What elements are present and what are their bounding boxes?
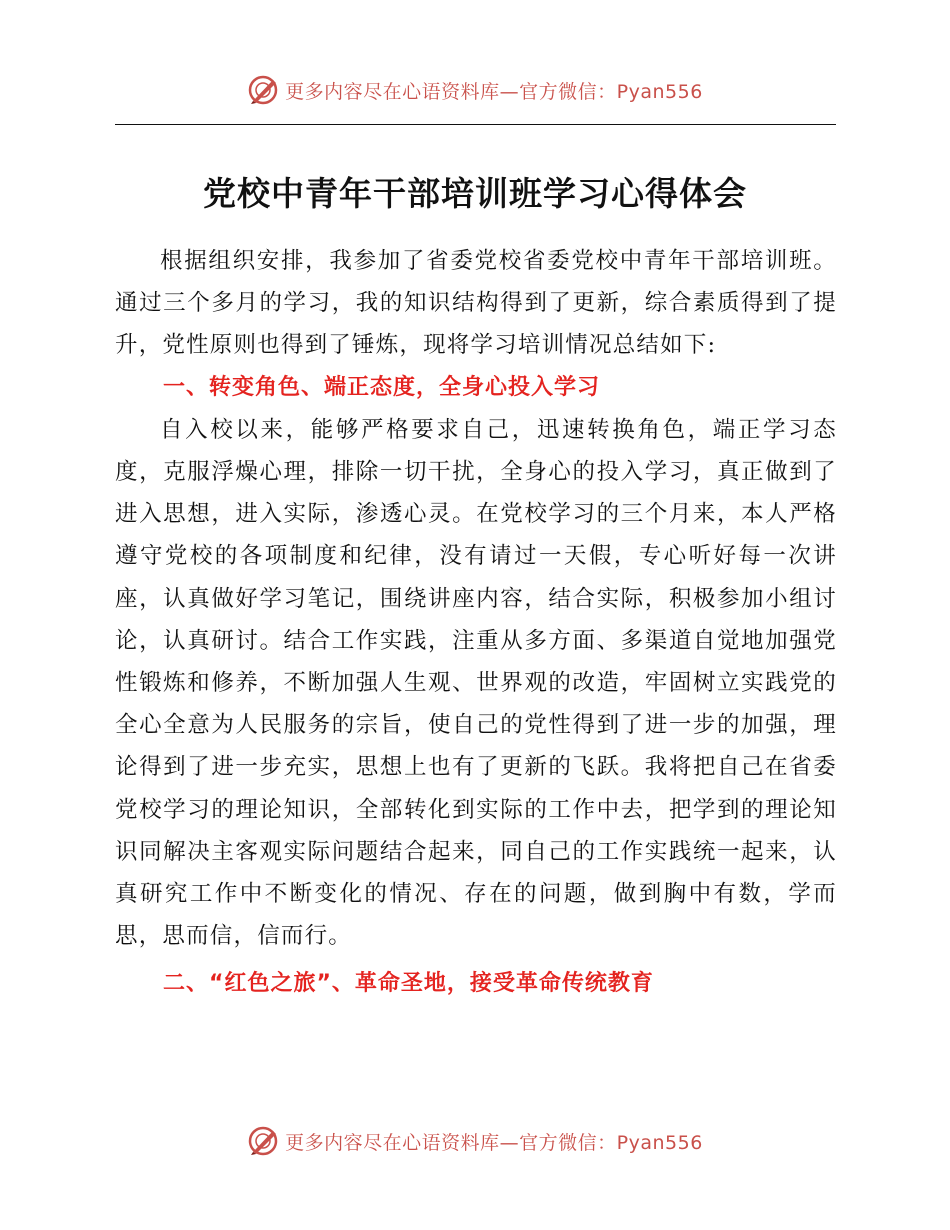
header-banner — [0, 70, 950, 110]
document-body — [115, 240, 837, 1006]
red-pen-logo-icon — [247, 74, 279, 106]
footer-banner — [0, 1121, 950, 1161]
section-1-heading: 一、转变角色、端正态度，全身心投入学习 — [163, 374, 601, 400]
page-title: 党校中青年干部培训班学习心得体会 — [203, 174, 747, 213]
banner-text: 更多内容尽在心语资料库—官方微信：Pyan556 — [285, 80, 703, 103]
header-divider — [115, 124, 836, 125]
red-pen-logo-icon — [247, 1125, 279, 1157]
intro-paragraph: 根据组织安排，我参加了省委党校省委党校中青年干部培训班。通过三个多月的学习，我的知识结构得到了更新，综合素质得到了提升，党性原则也得到了锤炼，现将学习培训情况总结如下: — [115, 248, 837, 359]
banner-text: 更多内容尽在心语资料库—官方微信：Pyan556 — [285, 1131, 703, 1154]
section-2-heading: 二、“红色之旅”、革命圣地，接受革命传统教育 — [163, 971, 654, 997]
section-1-paragraph: 自入校以来，能够严格要求自己，迅速转换角色，端正学习态度，克服浮燥心理，排除一切干扰，全身心的投入学习，真正做到了进入思想，进入实际，渗透心灵。在党校学习的三个月来，本人严格遵守党校的各项制度和纪律，没有请过一天假，专心听好每一次讲座，认真做好学习笔记，围绕讲座内容，结合实际，积极参加小组讨论，认真研讨。结合工作实践，注重从多方面、多渠道自觉地加强党性锻炼和修养，不断加强人生观、世界观的改造，牢固树立实践党的全心全意为人民服务的宗旨，使自己的党性得到了进一步的加强，理论得到了进一步充实，思想上也有了更新的飞跃。我将把自己在省委党校学习的理论知识，全部转化到实际的工作中去，把学到的理论知识同解决主客观实际问题结合起来，同自己的工作实践统一起来，认真研究工作中不断变化的情况、存在的问题，做到胸中有数，学而思，思而信，信而行。 — [115, 416, 837, 950]
